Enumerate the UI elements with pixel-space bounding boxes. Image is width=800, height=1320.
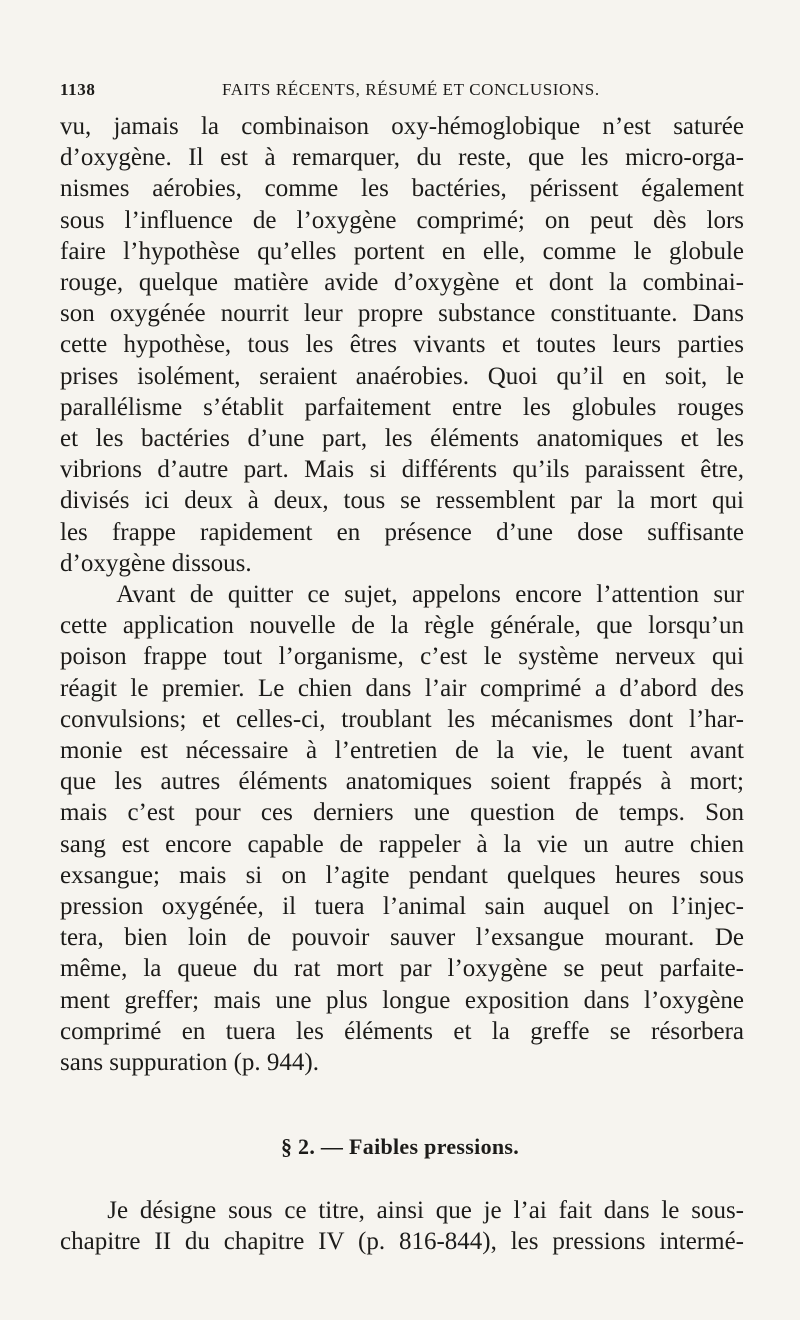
text-line: ment greffer; mais une plus longue exposition dans l’oxygène <box>60 986 744 1014</box>
text-line: sans suppuration (p. 944). <box>60 1049 319 1077</box>
text-line: même, la queue du rat mort par l’oxygène se peut parfaite- <box>60 955 744 983</box>
text-line: poison frappe tout l’organisme, c’est le système nerveux qui <box>60 643 744 671</box>
body-text <box>60 111 744 1078</box>
text-line: son oxygénée nourrit leur propre substance constituante. Dans <box>60 300 744 328</box>
text-line: divisés ici deux à deux, tous se ressemblent par la mort qui <box>60 487 744 515</box>
text-line: réagit le premier. Le chien dans l’air comprimé a d’abord des <box>60 674 744 702</box>
text-line: d’oxygène. Il est à remarquer, du reste, que les micro-orga- <box>60 144 744 172</box>
text-line: Avant de quitter ce sujet, appelons encore l’attention sur <box>60 581 744 609</box>
text-line: sang est encore capable de rappeler à la vie un autre chien <box>60 830 744 858</box>
text-line: et les bactéries d’une part, les éléments anatomiques et les <box>60 425 744 453</box>
text-line: monie est nécessaire à l’entretien de la vie, le tuent avant <box>60 737 744 765</box>
text-line: nismes aérobies, comme les bactéries, périssent également <box>60 175 744 203</box>
text-line: Je désigne sous ce titre, ainsi que je l’ai fait dans le sous- <box>60 1197 744 1224</box>
text-line: cette hypothèse, tous les êtres vivants et toutes leurs parties <box>60 331 744 359</box>
text-line: exsangue; mais si on l’agite pendant quelques heures sous <box>60 861 744 889</box>
text-line: mais c’est pour ces derniers une question de temps. Son <box>60 799 744 827</box>
text-line: faire l’hypothèse qu’elles portent en elle, comme le globule <box>60 237 744 265</box>
text-line: cette application nouvelle de la règle générale, que lorsqu’un <box>60 612 744 640</box>
body-text-continued <box>60 1195 744 1257</box>
text-line: parallélisme s’établit parfaitement entre les globules rouges <box>60 393 744 421</box>
text-line: vu, jamais la combinaison oxy-hémoglobique n’est saturée <box>60 113 744 140</box>
text-line: les frappe rapidement en présence d’une dose suffisante <box>60 518 744 546</box>
text-line: convulsions; et celles-ci, troublant les mécanismes dont l’har- <box>60 705 744 733</box>
text-line: pression oxygénée, il tuera l’animal sain auquel on l’injec- <box>60 893 744 921</box>
text-line: tera, bien loin de pouvoir sauver l’exsangue mourant. De <box>60 924 744 952</box>
text-line: prises isolément, seraient anaérobies. Quoi qu’il en soit, le <box>60 362 744 390</box>
text-line: chapitre II du chapitre IV (p. 816-844), les pressions intermé- <box>60 1228 744 1256</box>
section-heading: § 2. — Faibles pressions. <box>280 1134 520 1159</box>
text-line: d’oxygène dissous. <box>60 549 252 577</box>
text-line: vibrions d’autre part. Mais si différents qu’ils paraissent être, <box>60 456 744 484</box>
text-line: que les autres éléments anatomiques soient frappés à mort; <box>60 768 744 796</box>
text-line: sous l’influence de l’oxygène comprimé; on peut dès lors <box>60 206 744 234</box>
text-line: rouge, quelque matière avide d’oxygène et dont la combinai- <box>60 269 744 297</box>
page-number: 1138 <box>60 80 96 99</box>
text-line: comprimé en tuera les éléments et la greffe se résorbera <box>60 1017 744 1045</box>
running-head: FAITS RÉCENTS, RÉSUMÉ ET CONCLUSIONS. <box>222 80 600 99</box>
page-header <box>60 80 746 106</box>
